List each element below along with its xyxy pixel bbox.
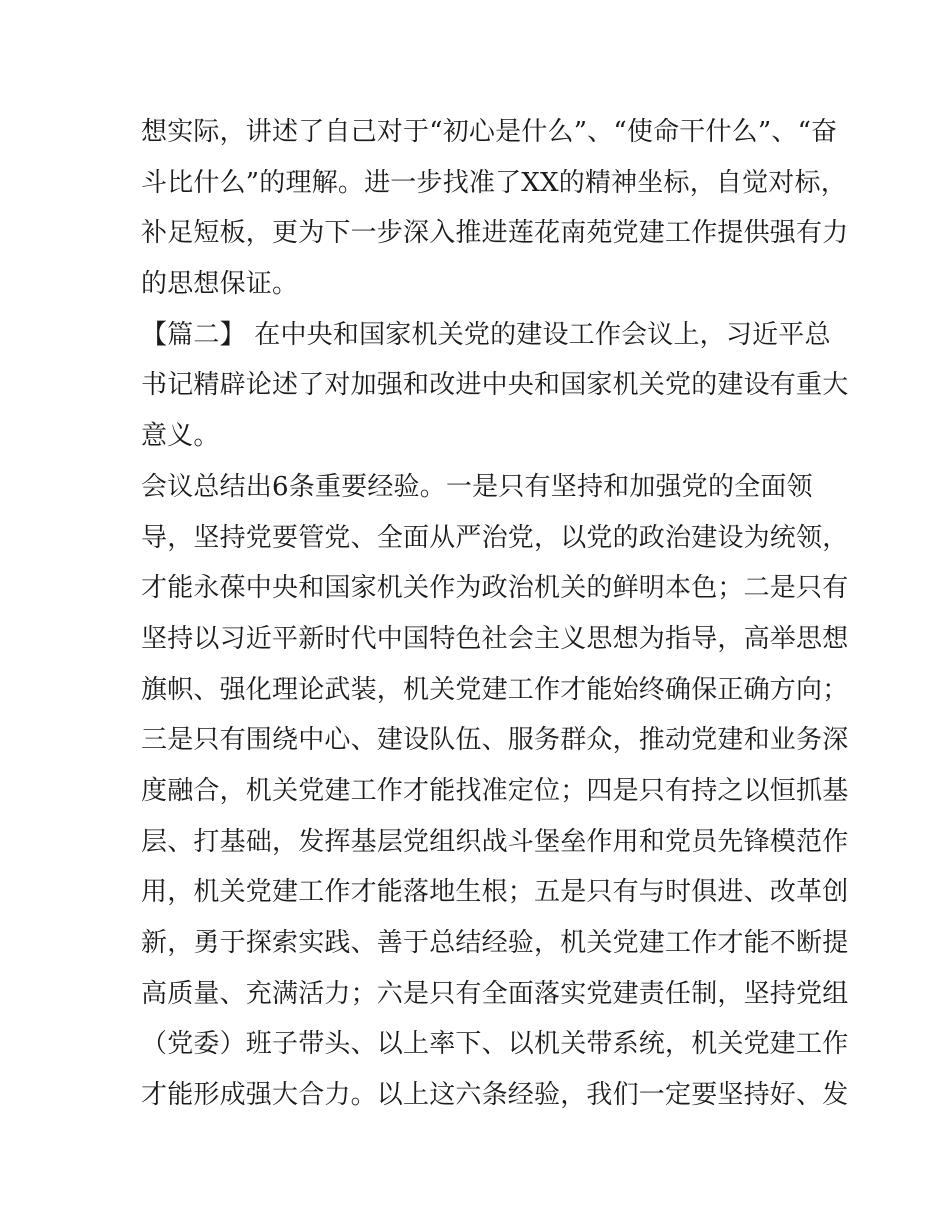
text-line-7: 意义。	[141, 421, 220, 452]
text-line-12: 旗帜、强化理论武装，机关党建工作才能始终确保正确方向；	[141, 674, 849, 705]
text-line-4: 的思想保证。	[141, 269, 299, 300]
text-line-1: 想实际，讲述了自己对于“初心是什么”、“使命干什么”、“奋	[141, 117, 838, 147]
text-line-17: 新，勇于探索实践、善于总结经验，机关党建工作才能不断提	[141, 928, 849, 958]
text-line-20: 才能形成强大合力。以上这六条经验，我们一定要坚持好、发	[141, 1080, 849, 1111]
text-line-11: 坚持以习近平新时代中国特色社会主义思想为指导，高举思想	[141, 623, 849, 654]
text-line-2: 斗比什么”的理解。进一步找准了XX的精神坐标，自觉对标，	[141, 167, 847, 198]
text-line-13: 三是只有围绕中心、建设队伍、服务群众，推动党建和业务深	[141, 725, 849, 756]
text-line-9: 导，坚持党要管党、全面从严治党，以党的政治建设为统领，	[141, 522, 849, 553]
text-line-3: 补足短板，更为下一步深入推进莲花南苑党建工作提供强有力	[141, 218, 849, 249]
section-heading-line: 【篇二】 在中央和国家机关党的建设工作会议上，习近平总	[141, 319, 831, 350]
body-text	[141, 107, 849, 1121]
text-line-6: 书记精辟论述了对加强和改进中央和国家机关党的建设有重大	[141, 370, 849, 401]
text-line-18: 高质量、充满活力；六是只有全面落实党建责任制，坚持党组	[141, 978, 849, 1009]
text-line-16: 用，机关党建工作才能落地生根；五是只有与时俱进、改革创	[141, 877, 849, 908]
text-line-8: 会议总结出6条重要经验。一是只有坚持和加强党的全面领	[141, 471, 813, 502]
text-line-19: （党委）班子带头、以上率下、以机关带系统，机关党建工作	[141, 1029, 849, 1060]
text-line-10: 才能永葆中央和国家机关作为政治机关的鲜明本色；二是只有	[141, 573, 849, 604]
text-line-15: 层、打基础，发挥基层党组织战斗堡垒作用和党员先锋模范作	[141, 826, 849, 857]
text-line-14: 度融合，机关党建工作才能找准定位；四是只有持之以恒抓基	[141, 775, 849, 806]
